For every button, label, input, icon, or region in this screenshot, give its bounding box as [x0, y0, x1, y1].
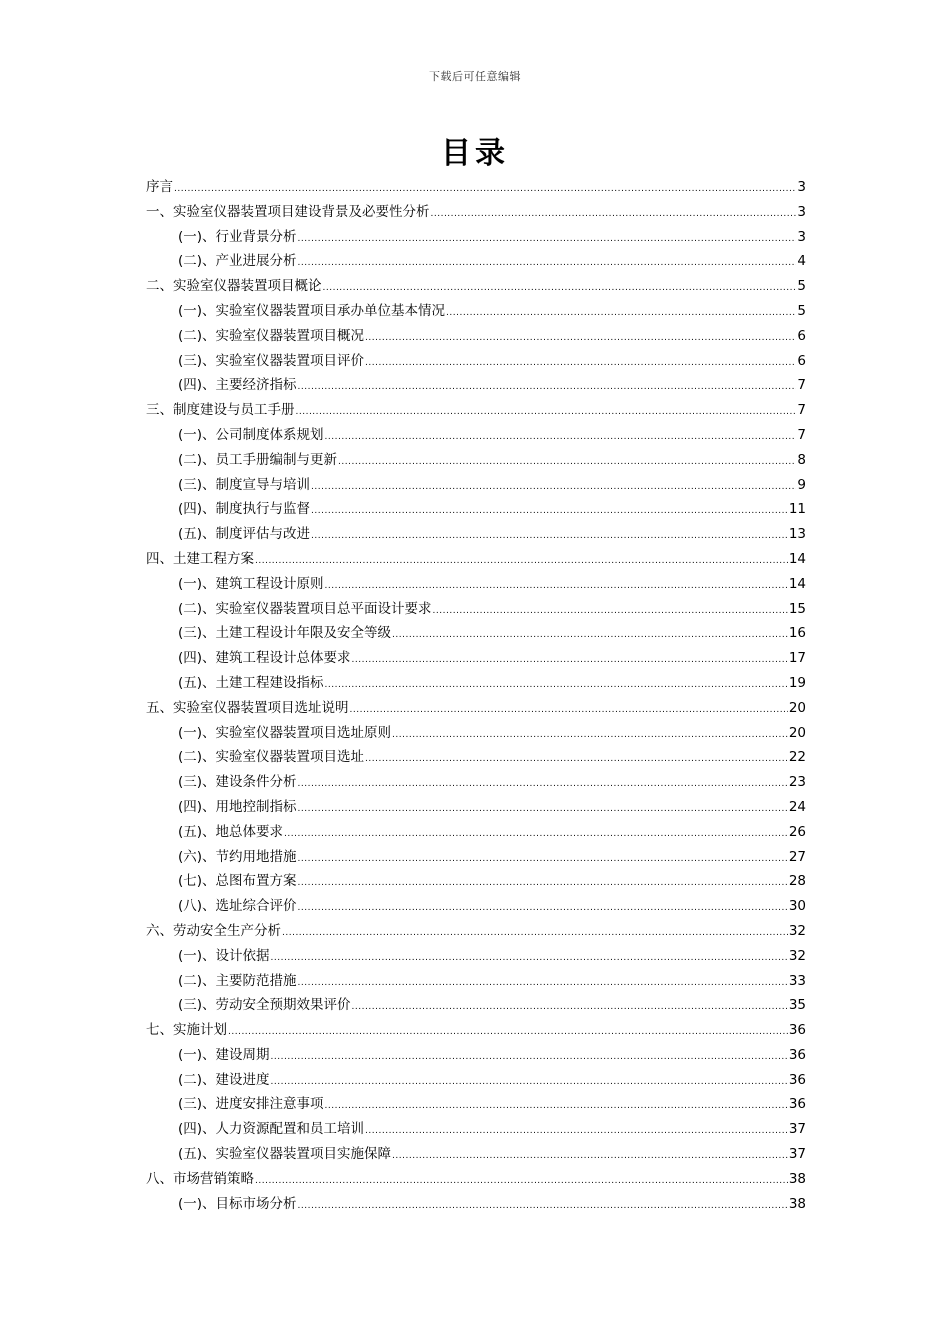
toc-page-number: 11 — [788, 501, 806, 518]
toc-dot-leader — [228, 1027, 788, 1037]
toc-page-number: 20 — [788, 699, 806, 716]
toc-page-number: 7 — [797, 377, 806, 394]
toc-entry[interactable] — [146, 274, 806, 299]
toc-dot-leader — [365, 358, 796, 368]
toc-dot-leader — [433, 606, 788, 616]
toc-entry-label: 四、土建工程方案 — [146, 550, 254, 567]
toc-entry-label: (二)、主要防范措施 — [178, 972, 297, 989]
toc-subentry[interactable] — [146, 572, 806, 597]
toc-entry[interactable] — [146, 1167, 806, 1192]
toc-subentry[interactable] — [146, 225, 806, 250]
toc-dot-leader — [323, 283, 797, 293]
toc-dot-leader — [284, 829, 788, 839]
toc-subentry[interactable] — [146, 373, 806, 398]
toc-subentry[interactable] — [146, 1068, 806, 1093]
toc-subentry[interactable] — [146, 473, 806, 498]
toc-dot-leader — [298, 779, 788, 789]
toc-subentry[interactable] — [146, 423, 806, 448]
toc-page-number: 33 — [788, 972, 806, 989]
toc-entry-label: (二)、实验室仪器装置项目选址 — [178, 749, 365, 766]
toc-subentry[interactable] — [146, 597, 806, 622]
toc-page-number: 15 — [788, 600, 806, 617]
toc-page-number: 35 — [788, 997, 806, 1014]
toc-entry-label: (二)、建设进度 — [178, 1071, 270, 1088]
toc-page-number: 5 — [797, 302, 806, 319]
toc-entry-label: (五)、实验室仪器装置项目实施保障 — [178, 1146, 392, 1163]
toc-entry-label: (五)、土建工程建设指标 — [178, 674, 324, 691]
toc-entry-label: (五)、制度评估与改进 — [178, 526, 311, 543]
toc-subentry[interactable] — [146, 1092, 806, 1117]
toc-dot-leader — [271, 953, 788, 963]
toc-subentry[interactable] — [146, 448, 806, 473]
toc-subentry[interactable] — [146, 820, 806, 845]
toc-subentry[interactable] — [146, 1117, 806, 1142]
toc-page-number: 9 — [797, 476, 806, 493]
toc-dot-leader — [365, 1126, 788, 1136]
toc-dot-leader — [338, 457, 796, 467]
toc-dot-leader — [311, 531, 788, 541]
toc-page-number: 23 — [788, 774, 806, 791]
toc-dot-leader — [365, 754, 788, 764]
toc-entry-label: (三)、实验室仪器装置项目评价 — [178, 352, 365, 369]
toc-subentry[interactable] — [146, 299, 806, 324]
toc-page-number: 14 — [788, 550, 806, 567]
toc-dot-leader — [298, 854, 788, 864]
toc-dot-leader — [298, 1201, 788, 1211]
toc-entry[interactable] — [146, 919, 806, 944]
toc-entry-label: (四)、建筑工程设计总体要求 — [178, 650, 351, 667]
toc-page-number: 6 — [797, 352, 806, 369]
toc-dot-leader — [298, 804, 788, 814]
toc-page-number: 22 — [788, 749, 806, 766]
toc-entry-label: 五、实验室仪器装置项目选址说明 — [146, 699, 349, 716]
toc-page-number: 16 — [788, 625, 806, 642]
toc-entry-label: (七)、总图布置方案 — [178, 873, 297, 890]
toc-dot-leader — [365, 333, 796, 343]
toc-entry-label: 八、市场营销策略 — [146, 1170, 254, 1187]
toc-dot-leader — [311, 482, 796, 492]
toc-entry[interactable] — [146, 696, 806, 721]
toc-subentry[interactable] — [146, 621, 806, 646]
toc-title: 目录 — [441, 136, 509, 171]
toc-page-number: 38 — [788, 1170, 806, 1187]
toc-page-number: 19 — [788, 674, 806, 691]
toc-dot-leader — [298, 878, 788, 888]
toc-entry-label: (五)、地总体要求 — [178, 823, 284, 840]
toc-subentry[interactable] — [146, 993, 806, 1018]
toc-dot-leader — [392, 1151, 788, 1161]
toc-dot-leader — [298, 258, 797, 268]
toc-entry-label: (八)、选址综合评价 — [178, 898, 297, 915]
toc-page-number: 37 — [788, 1121, 806, 1138]
toc-subentry[interactable] — [146, 770, 806, 795]
toc-entry-label: 一、实验室仪器装置项目建设背景及必要性分析 — [146, 203, 430, 220]
toc-entry[interactable] — [146, 200, 806, 225]
toc-entry-label: 二、实验室仪器装置项目概论 — [146, 278, 322, 295]
toc-dot-leader — [271, 1077, 788, 1087]
toc-dot-leader — [350, 705, 788, 715]
toc-page-number: 30 — [788, 898, 806, 915]
toc-entry[interactable] — [146, 1018, 806, 1043]
toc-subentry[interactable] — [146, 869, 806, 894]
toc-dot-leader — [325, 680, 788, 690]
toc-dot-leader — [311, 506, 788, 516]
toc-page-number: 7 — [797, 426, 806, 443]
toc-subentry[interactable] — [146, 944, 806, 969]
toc-subentry[interactable] — [146, 1142, 806, 1167]
toc-page-number: 24 — [788, 798, 806, 815]
toc-entry-label: (一)、实验室仪器装置项目承办单位基本情况 — [178, 302, 446, 319]
toc-page-number: 37 — [788, 1146, 806, 1163]
toc-entry[interactable] — [146, 547, 806, 572]
toc-page-number: 20 — [788, 724, 806, 741]
toc-page-number: 8 — [797, 451, 806, 468]
toc-subentry[interactable] — [146, 969, 806, 994]
toc-page-number: 17 — [788, 650, 806, 667]
toc-entry-label: (四)、人力资源配置和员工培训 — [178, 1121, 365, 1138]
toc-dot-leader — [298, 382, 797, 392]
toc-dot-leader — [431, 209, 797, 219]
toc-dot-leader — [352, 655, 788, 665]
toc-page-number: 27 — [788, 848, 806, 865]
toc-dot-leader — [298, 234, 797, 244]
toc-subentry[interactable] — [146, 497, 806, 522]
toc-dot-leader — [255, 556, 788, 566]
toc-dot-leader — [298, 978, 788, 988]
toc-entry-label: (一)、行业背景分析 — [178, 228, 297, 245]
toc-page-number: 13 — [788, 526, 806, 543]
toc-page-number: 6 — [797, 327, 806, 344]
toc-dot-leader — [271, 1052, 788, 1062]
toc-page-number: 32 — [788, 947, 806, 964]
toc-dot-leader — [255, 1176, 788, 1186]
header-note: 下载后可任意编辑 — [429, 70, 521, 83]
toc-entry[interactable] — [146, 398, 806, 423]
toc-entry-label: 三、制度建设与员工手册 — [146, 402, 295, 419]
toc-entry-label: (六)、节约用地措施 — [178, 848, 297, 865]
toc-entry-label: (三)、建设条件分析 — [178, 774, 297, 791]
toc-subentry[interactable] — [146, 349, 806, 374]
toc-entry-label: (一)、设计依据 — [178, 947, 270, 964]
toc-page-number: 32 — [788, 922, 806, 939]
toc-subentry[interactable] — [146, 671, 806, 696]
toc-page-number: 14 — [788, 575, 806, 592]
toc-page-number: 3 — [797, 203, 806, 220]
toc-page-number: 7 — [797, 402, 806, 419]
toc-entry-label: (一)、目标市场分析 — [178, 1195, 297, 1212]
toc-entry-label: (三)、土建工程设计年限及安全等级 — [178, 625, 392, 642]
toc-entry-label: (一)、建筑工程设计原则 — [178, 575, 324, 592]
toc-entry-label: (一)、建设周期 — [178, 1046, 270, 1063]
toc-dot-leader — [325, 581, 788, 591]
toc-subentry[interactable] — [146, 894, 806, 919]
toc-dot-leader — [352, 1002, 788, 1012]
toc-dot-leader — [325, 1101, 788, 1111]
toc-subentry[interactable] — [146, 324, 806, 349]
toc-subentry[interactable] — [146, 522, 806, 547]
toc-entry[interactable] — [146, 175, 806, 200]
toc-page-number: 36 — [788, 1096, 806, 1113]
toc-subentry[interactable] — [146, 721, 806, 746]
toc-subentry[interactable] — [146, 1043, 806, 1068]
toc-page-number: 4 — [797, 253, 806, 270]
toc-entry-label: (二)、员工手册编制与更新 — [178, 451, 338, 468]
toc-page-number: 36 — [788, 1022, 806, 1039]
toc-entry-label: (一)、实验室仪器装置项目选址原则 — [178, 724, 392, 741]
toc-page-number: 36 — [788, 1071, 806, 1088]
toc-entry-label: (四)、制度执行与监督 — [178, 501, 311, 518]
toc-entry-label: (四)、用地控制指标 — [178, 798, 297, 815]
toc-dot-leader — [392, 630, 788, 640]
toc-entry-label: (三)、劳动安全预期效果评价 — [178, 997, 351, 1014]
toc-subentry[interactable] — [146, 249, 806, 274]
toc-entry-label: (四)、主要经济指标 — [178, 377, 297, 394]
toc-entry-label: (一)、公司制度体系规划 — [178, 426, 324, 443]
toc-page-number: 5 — [797, 278, 806, 295]
toc-entry-label: (二)、产业进展分析 — [178, 253, 297, 270]
toc-entry-label: (三)、进度安排注意事项 — [178, 1096, 324, 1113]
toc-page-number: 36 — [788, 1046, 806, 1063]
toc-entry-label: (二)、实验室仪器装置项目总平面设计要求 — [178, 600, 432, 617]
toc-page-number: 38 — [788, 1195, 806, 1212]
toc-page-number: 26 — [788, 823, 806, 840]
toc-page-number: 3 — [797, 228, 806, 245]
toc-subentry[interactable] — [146, 646, 806, 671]
toc-entry-label: (三)、制度宣导与培训 — [178, 476, 311, 493]
toc-dot-leader — [392, 730, 788, 740]
toc-dot-leader — [446, 308, 796, 318]
toc-dot-leader — [282, 928, 788, 938]
toc-page-number: 28 — [788, 873, 806, 890]
toc-entry-label: 六、劳动安全生产分析 — [146, 922, 281, 939]
toc-entry-label: 七、实施计划 — [146, 1022, 227, 1039]
table-of-contents — [146, 175, 806, 1216]
toc-dot-leader — [298, 903, 788, 913]
toc-entry-label: (二)、实验室仪器装置项目概况 — [178, 327, 365, 344]
toc-page-number: 3 — [797, 179, 806, 195]
toc-subentry[interactable] — [146, 1192, 806, 1217]
toc-subentry[interactable] — [146, 745, 806, 770]
toc-subentry[interactable] — [146, 795, 806, 820]
toc-dot-leader — [325, 432, 797, 442]
toc-dot-leader — [174, 184, 796, 194]
toc-subentry[interactable] — [146, 845, 806, 870]
toc-entry-label: 序言 — [146, 179, 173, 195]
toc-dot-leader — [296, 407, 797, 417]
